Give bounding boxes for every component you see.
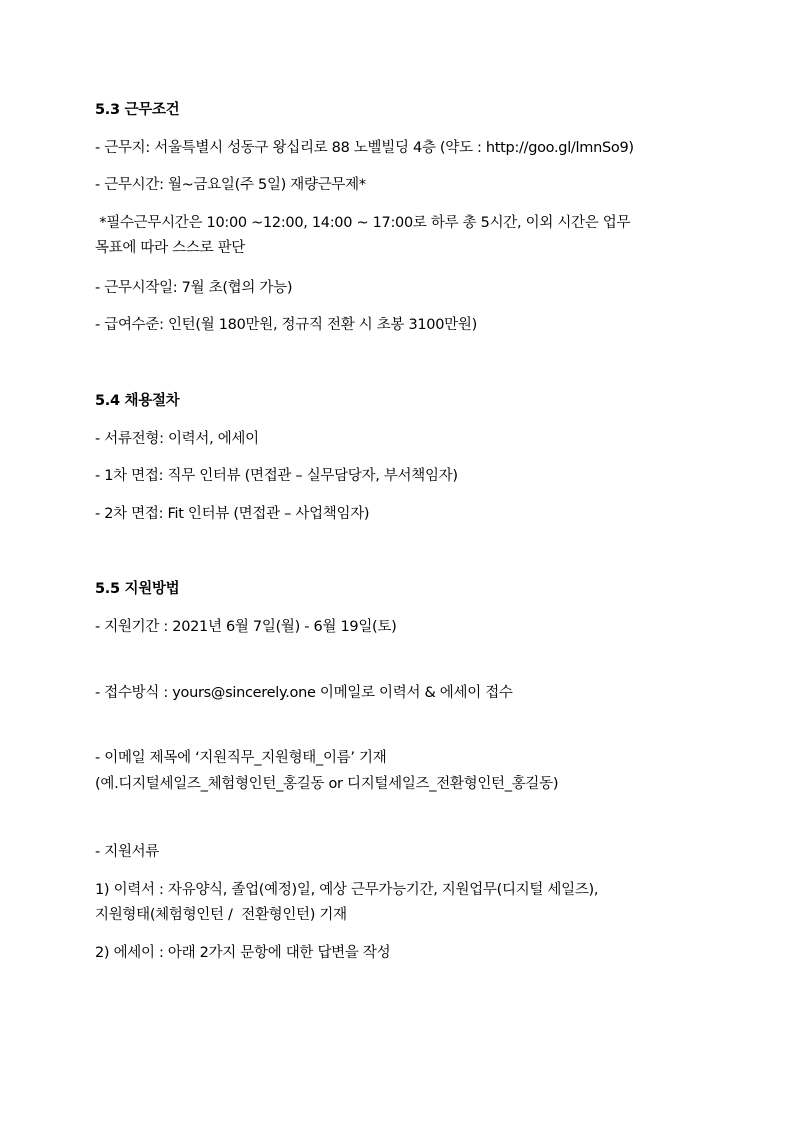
required-documents-line: - 지원서류: [95, 844, 160, 860]
first-interview-line: - 1차 면접: 직무 인터뷰 (면접관 – 실무담당자, 부서책임자): [95, 468, 458, 484]
core-hours-note-continuation: 목표에 따라 스스로 판단: [95, 240, 245, 256]
start-date-line: - 근무시작일: 7월 초(협의 가능): [95, 280, 293, 296]
salary-line: - 급여수준: 인턴(월 180만원, 정규직 전환 시 초봉 3100만원): [95, 317, 477, 333]
core-hours-note-line: *필수근무시간은 10:00 ~12:00, 14:00 ~ 17:00로 하루 총 5시간, 이외 시간은 업무: [95, 215, 631, 231]
resume-requirement-continuation: 지원형태(체험형인턴 / 전환형인턴) 기재: [95, 907, 347, 923]
document-screening-line: - 서류전형: 이력서, 에세이: [95, 431, 259, 447]
essay-requirement-line: 2) 에세이 : 아래 2가지 문항에 대한 답변을 작성: [95, 945, 391, 961]
submission-method-line: - 접수방식 : yours@sincerely.one 이메일로 이력서 & 에세이 접수: [95, 685, 513, 701]
section-heading-how-to-apply: 5.5 지원방법: [95, 581, 180, 597]
email-subject-line: - 이메일 제목에 ‘지원직무_지원형태_이름’ 기재: [95, 750, 387, 766]
email-subject-example-line: (예.디지털세일즈_체험형인턴_홍길동 or 디지털세일즈_전환형인턴_홍길동): [95, 776, 559, 792]
second-interview-line: - 2차 면접: Fit 인터뷰 (면접관 – 사업책임자): [95, 506, 370, 522]
section-heading-working-conditions: 5.3 근무조건: [95, 102, 180, 118]
work-hours-line: - 근무시간: 월~금요일(주 5일) 재량근무제*: [95, 177, 366, 193]
work-location-line: - 근무지: 서울특별시 성동구 왕십리로 88 노벨빌딩 4층 (약도 : http://goo.gl/lmnSo9): [95, 140, 634, 156]
section-heading-hiring-process: 5.4 채용절차: [95, 393, 180, 409]
resume-requirement-line: 1) 이력서 : 자유양식, 졸업(예정)일, 예상 근무가능기간, 지원업무(디지털 세일즈),: [95, 882, 599, 898]
application-period-line: - 지원기간 : 2021년 6월 7일(월) - 6월 19일(토): [95, 619, 397, 635]
